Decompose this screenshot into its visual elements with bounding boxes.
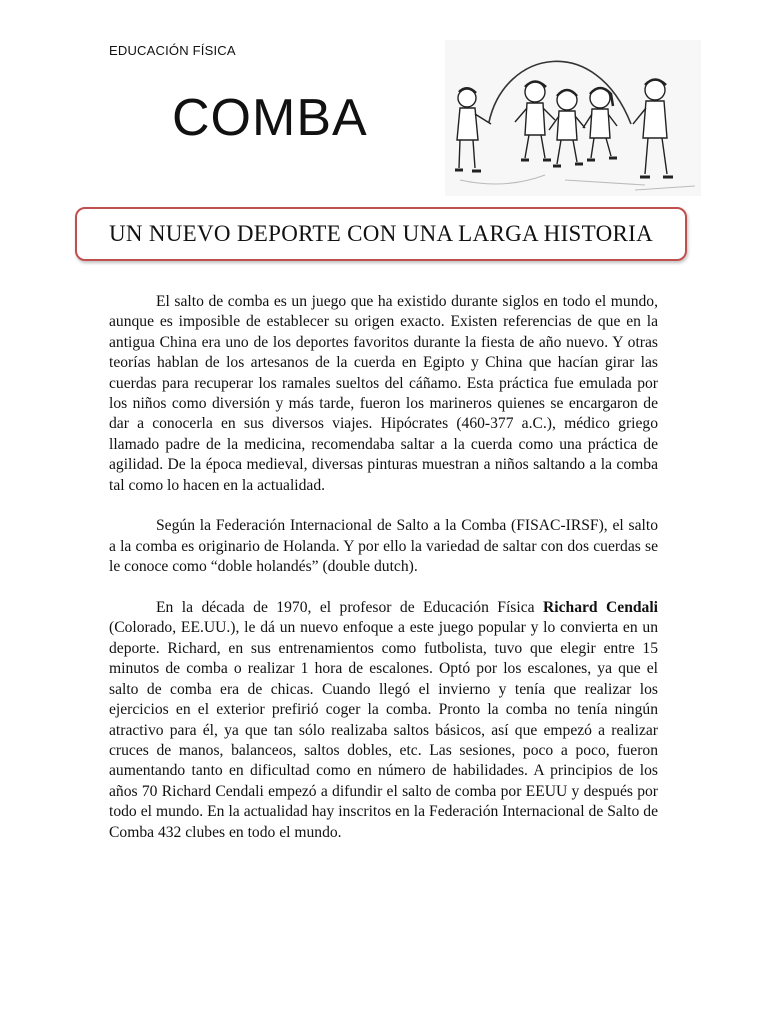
article-body <box>109 292 658 863</box>
subject-label: EDUCACIÓN FÍSICA <box>109 43 236 58</box>
paragraph-cendali-rest: (Colorado, EE.UU.), le dá un nuevo enfoque a este juego popular y lo convierta en un deporte. Richard, en sus entrenamientos como futbolista, tuvo que elegir entre 15 minutos de comba o realizar 1 hora de escalones. Optó por los escalones, ya que el salto de comba era de chicas. Cuando llegó el invierno y tenía que realizar los ejercicios en el exterior prefirió coger la comba. Pronto la comba no tenía ningún atractivo para él, ya que tan sólo realizaba saltos básicos, así que empezó a realizar cruces de manos, balanceos, saltos dobles, etc. Las sesiones, poco a poco, fueron aumentando tanto en dificultad como en número de habilidades. A principios de los años 70 Richard Cendali empezó a difundir el salto de comba por EEUU y después por todo el mundo. En la actualidad hay inscritos en la Federación Internacional de Salto de Comba 432 clubes en todo el mundo. <box>109 619 658 841</box>
section-heading-banner <box>75 207 687 261</box>
section-heading-text: UN NUEVO DEPORTE CON UNA LARGA HISTORIA <box>108 221 653 246</box>
paragraph-origin: Según la Federación Internacional de Salto a la Comba (FISAC-IRSF), el salto a la comba es originario de Holanda. Y por ello la variedad de saltar con dos cuerdas se le conoce como “doble holandés” (double dutch). <box>109 517 658 576</box>
jump-rope-children-illustration <box>445 40 701 196</box>
paragraph-history: El salto de comba es un juego que ha existido durante siglos en todo el mundo, aunque es imposible de establecer su origen exacto. Existen referencias de que en la antigua China era uno de los deportes favoritos durante la fiesta de año nuevo. Y otras teorías hablan de los artesanos de la cuerda en Egipto y China que hacían girar las cuerdas para recuperar los ramales sueltos del cáñamo. Esta práctica fue emulada por los niños como diversión y más tarde, fueron los marineros quienes se encargaron de dar a conocerla en sus diversos viajes. Hipócrates (460-377 a.C.), médico griego llamado padre de la medicina, recomendaba saltar a la cuerda como una práctica de agilidad. De la época medieval, diversas pinturas muestran a niños saltando a la comba tal como lo hacen en la actualidad. <box>109 293 658 494</box>
paragraph-cendali <box>109 598 658 843</box>
paragraph-cendali-intro: En la década de 1970, el profesor de Educación Física <box>156 599 543 617</box>
page-title: COMBA <box>172 89 368 147</box>
person-name: Richard Cendali <box>543 599 659 617</box>
